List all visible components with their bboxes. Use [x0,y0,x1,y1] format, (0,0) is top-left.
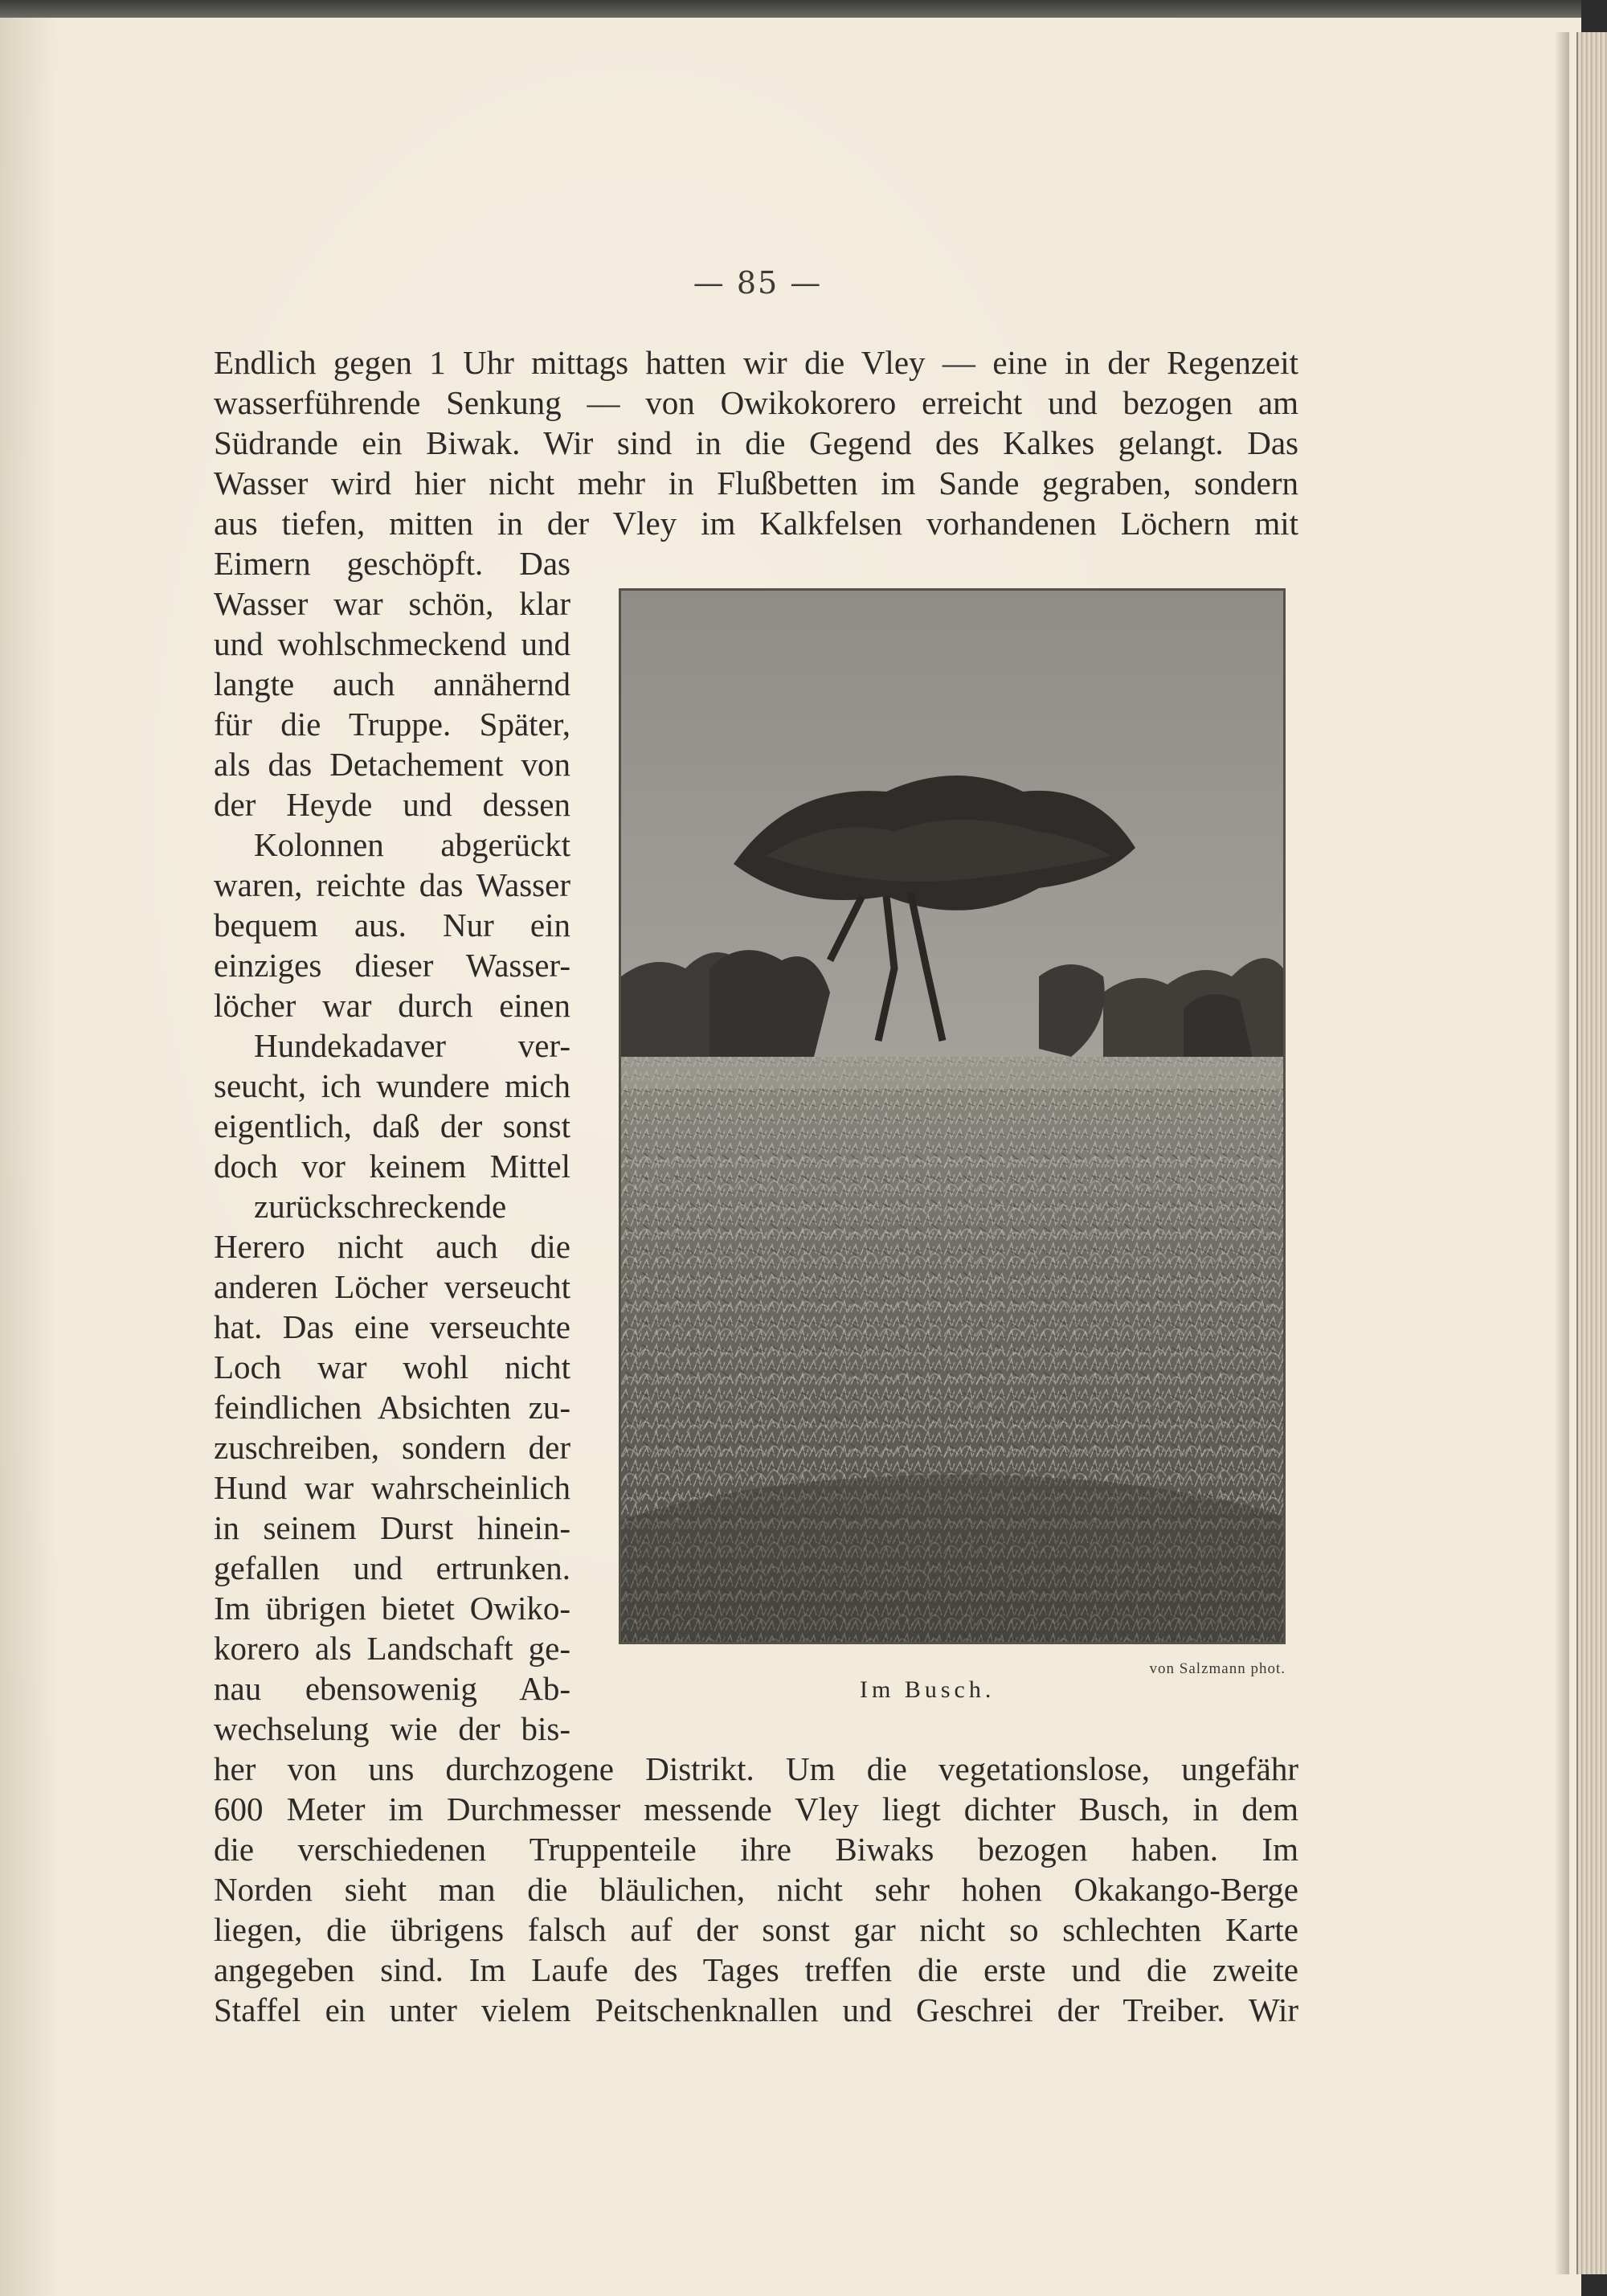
text-line: Wasser war schön, klar [214,585,570,622]
text-line: liegen, die übrigens falsch auf der sonst gar nicht so schlechten Karte [214,1911,1298,1948]
text-line: wechselung wie der bis- [214,1710,570,1747]
text-line: her von uns durchzogene Distrikt. Um die vegetationslose, ungefähr [214,1750,1298,1787]
text-line: in seinem Durst hinein- [214,1509,570,1546]
page-number: — 85 — [693,265,823,301]
text-line: anderen Löcher verseucht [214,1268,570,1305]
text-line: Im übrigen bietet Owiko- [214,1590,570,1627]
photo-credit: von Salzmann phot. [1149,1660,1286,1677]
text-line: Eimern geschöpft. Das [214,545,570,582]
text-line: feindlichen Absichten zu- [214,1389,570,1426]
text-line: Endlich gegen 1 Uhr mittags hatten wir die Vley — eine in der Regenzeit [214,344,1298,381]
text-line: Wasser wird hier nicht mehr in Flußbetten im Sande gegraben, sondern [214,465,1298,501]
text-line: Herero nicht auch die [214,1228,570,1265]
book-page [0,18,1581,2296]
text-line: zuschreiben, sondern der [214,1429,570,1466]
text-line: 600 Meter im Durchmesser messende Vley liegt dichter Busch, in dem [214,1791,1298,1827]
text-line: zurückschreckende [254,1188,507,1225]
text-line: und wohlschmeckend und [214,625,570,662]
text-line: doch vor keinem Mittel [214,1148,570,1185]
text-line: eigentlich, daß der sonst [214,1107,570,1144]
text-line: Staffel ein unter vielem Peitschenknallen und Geschrei der Treiber. Wir [214,1991,1298,2028]
page-edge-shadow [1555,32,1569,2274]
text-line: langte auch annähernd [214,665,570,702]
text-line: seucht, ich wundere mich [214,1067,570,1104]
text-line: nau ebensowenig Ab- [214,1670,570,1707]
book-page-edges [1576,32,1607,2274]
text-line: bequem aus. Nur ein [214,907,570,943]
text-line: als das Detachement von [214,746,570,783]
text-line: der Heyde und dessen [214,786,570,823]
book-top-edge [0,0,1581,18]
text-line: Hundekadaver ver- [254,1027,570,1064]
text-line: hat. Das eine verseuchte [214,1308,570,1345]
text-line: einziges dieser Wasser- [214,947,570,984]
text-line: Norden sieht man die bläulichen, nicht sehr hohen Okakango-Berge [214,1871,1298,1908]
text-line: Kolonnen abgerückt [254,826,570,863]
text-line: Loch war wohl nicht [214,1349,570,1385]
photo-illustration [621,591,1283,1642]
text-line: Südrande ein Biwak. Wir sind in die Gegend des Kalkes gelangt. Das [214,424,1298,461]
text-line: die verschiedenen Truppenteile ihre Biwaks bezogen haben. Im [214,1831,1298,1868]
text-line: für die Truppe. Später, [214,706,570,743]
text-line: waren, reichte das Wasser [214,866,570,903]
text-line: Hund war wahrscheinlich [214,1469,570,1506]
text-line: korero als Landschaft ge- [214,1630,570,1667]
text-line: wasserführende Senkung — von Owikokorero erreicht und bezogen am [214,384,1298,421]
text-line: löcher war durch einen [214,987,570,1024]
figure-caption: Im Busch. [860,1676,996,1703]
bush-photograph [619,588,1286,1644]
text-line: aus tiefen, mitten in der Vley im Kalkfelsen vorhandenen Löchern mit [214,505,1298,542]
text-line: angegeben sind. Im Laufe des Tages treffen die erste und die zweite [214,1951,1298,1988]
text-line: gefallen und ertrunken. [214,1549,570,1586]
